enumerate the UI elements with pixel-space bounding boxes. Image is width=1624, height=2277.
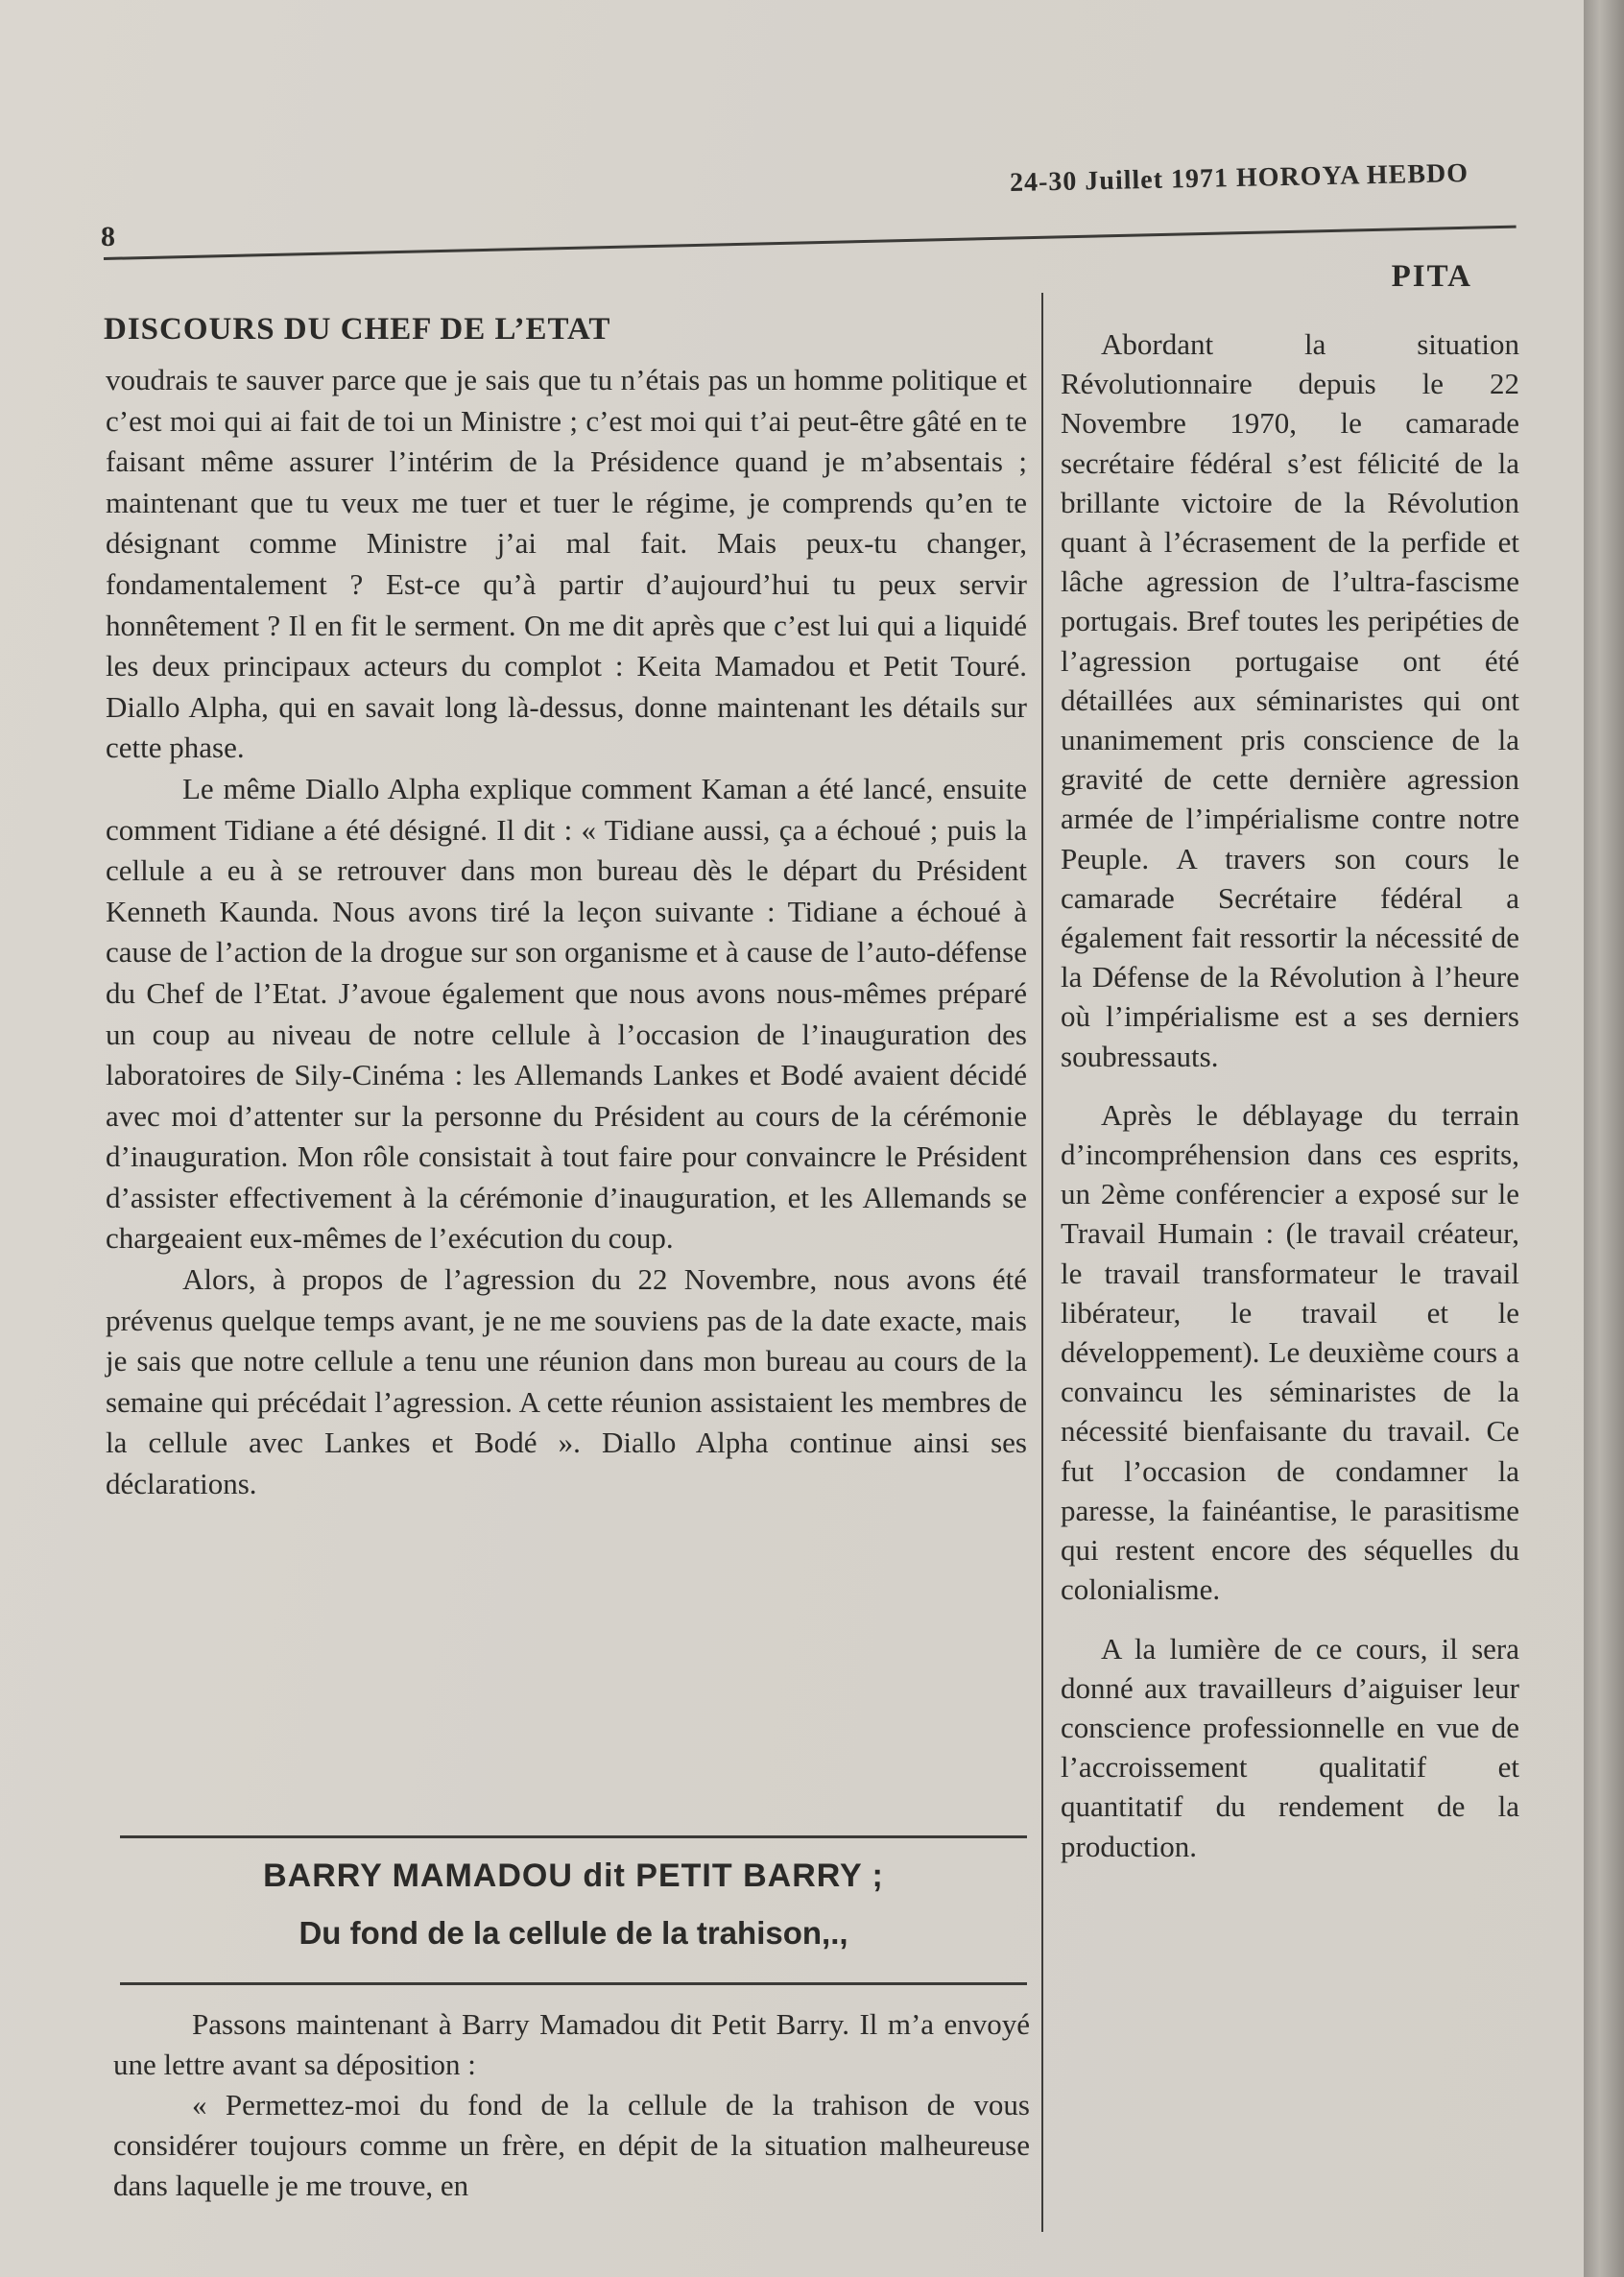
book-spine [1584, 0, 1624, 2277]
right-column-heading: PITA [1391, 259, 1472, 294]
box-bottom-rule [120, 1982, 1027, 1985]
right-paragraph: Après le déblayage du terrain d’incompréhension dans ces esprits, un 2ème conférencier a exposé sur le Travail Humain : (le travail créateur, le travail transformateur le travail libérateur, le travail et le développement). Le deuxième cours a convaincu les séminaristes de la nécessité bienfaisante du travail. Ce fut l’occasion de condamner la paresse, la fainéantise, le parasitisme qui restent encore des séquelles du colonialisme. [1061, 1097, 1519, 1607]
subsection-subtitle: Du fond de la cellule de la trahison,., [299, 1915, 848, 1951]
left-column-text [106, 360, 1027, 1505]
header-rule [104, 226, 1517, 260]
subsection-title: BARRY MAMADOU dit PETIT BARRY ; [263, 1858, 884, 1894]
left-paragraph: « Permettez-moi du fond de la cellule de la trahison de vous considérer toujours comme un frère, en dépit de la situation malheureuse dans laquelle je me trouve, en [113, 2088, 1030, 2202]
right-column-text [1061, 324, 1519, 1866]
right-paragraph: Abordant la situation Révolutionnaire depuis le 22 Novembre 1970, le camarade secrétaire fédéral s’est félicité de la brillante victoire de la Révolution quant à l’écrasement de la perfide et lâche agression de l’ultra-fascisme portugais. Bref toutes les peripéties de l’agression portugaise ont été détaillées aux séminaristes qui ont unanimement pris conscience de la gravité de cette dernière agression armée de l’impérialisme contre notre Peuple. A travers son cours le camarade Secrétaire fédéral a également fait ressortir la nécessité de la Défense de la Révolution à l’heure où l’impérialisme est a ses derniers soubressauts. [1061, 327, 1519, 1073]
page-number: 8 [101, 221, 115, 252]
issue-header: 24-30 Juillet 1971 HOROYA HEBDO [1009, 157, 1469, 199]
column-divider [1041, 293, 1043, 2232]
box-top-rule [120, 1835, 1027, 1838]
left-column-text-2 [113, 2004, 1030, 2206]
right-paragraph: A la lumière de ce cours, il sera donné aux travailleurs d’aiguiser leur conscience professionnelle en vue de l’accroissement qualitatif et quantitatif du rendement de la production. [1061, 1631, 1519, 1863]
left-paragraph: voudrais te sauver parce que je sais que tu n’étais pas un homme politique et c’est moi qui ai fait de toi un Ministre ; c’est moi qui t’ai peut-être gâté en te faisant même assurer l’intérim de la Présidence quand je m’absentais ; maintenant que tu veux me tuer et tuer le régime, je comprends qu’en te désignant comme Ministre j’ai mal fait. Mais peux-tu changer, fondamentalement ? Est-ce qu’à partir d’aujourd’hui tu peux servir honnêtement ? Il en fit le serment. On me dit après que c’est lui qui a liquidé les deux principaux acteurs du complot : Keita Mamadou et Petit Touré. Diallo Alpha, qui en savait long là-dessus, donne maintenant les détails sur cette phase. [106, 363, 1027, 765]
left-paragraph: Passons maintenant à Barry Mamadou dit Petit Barry. Il m’a envoyé une lettre avant sa déposition : [113, 2007, 1030, 2081]
left-paragraph: Alors, à propos de l’agression du 22 Novembre, nous avons été prévenus quelque temps avant, je ne me souviens pas de la date exacte, mais je sais que notre cellule a tenu une réunion dans mon bureau au cours de la semaine qui précédait l’agression. A cette réunion assistaient les membres de la cellule avec Lankes et Bodé ». Diallo Alpha continue ainsi ses déclarations. [106, 1262, 1027, 1501]
left-paragraph: Le même Diallo Alpha explique comment Kaman a été lancé, ensuite comment Tidiane a été désigné. Il dit : « Tidiane aussi, ça a échoué ; puis la cellule a eu à se retrouver dans mon bureau dès le départ du Président Kenneth Kaunda. Nous avons tiré la leçon suivante : Tidiane a échoué à cause de l’action de la drogue sur son organisme et à cause de l’auto-défense du Chef de l’Etat. J’avoue également que nous avons nous-mêmes préparé un coup au niveau de notre cellule à l’occasion de l’inauguration des laboratoires de Sily-Cinéma : les Allemands Lankes et Bodé avaient décidé avec moi d’attenter sur la personne du Président au cours de la cérémonie d’inauguration. Mon rôle consistait à tout faire pour convaincre le Président d’assister effectivement à la cérémonie d’inauguration, et les Allemands se chargeaient eux-mêmes de l’exécution du coup. [106, 771, 1027, 1256]
section-title: DISCOURS DU CHEF DE L’ETAT [104, 312, 611, 347]
